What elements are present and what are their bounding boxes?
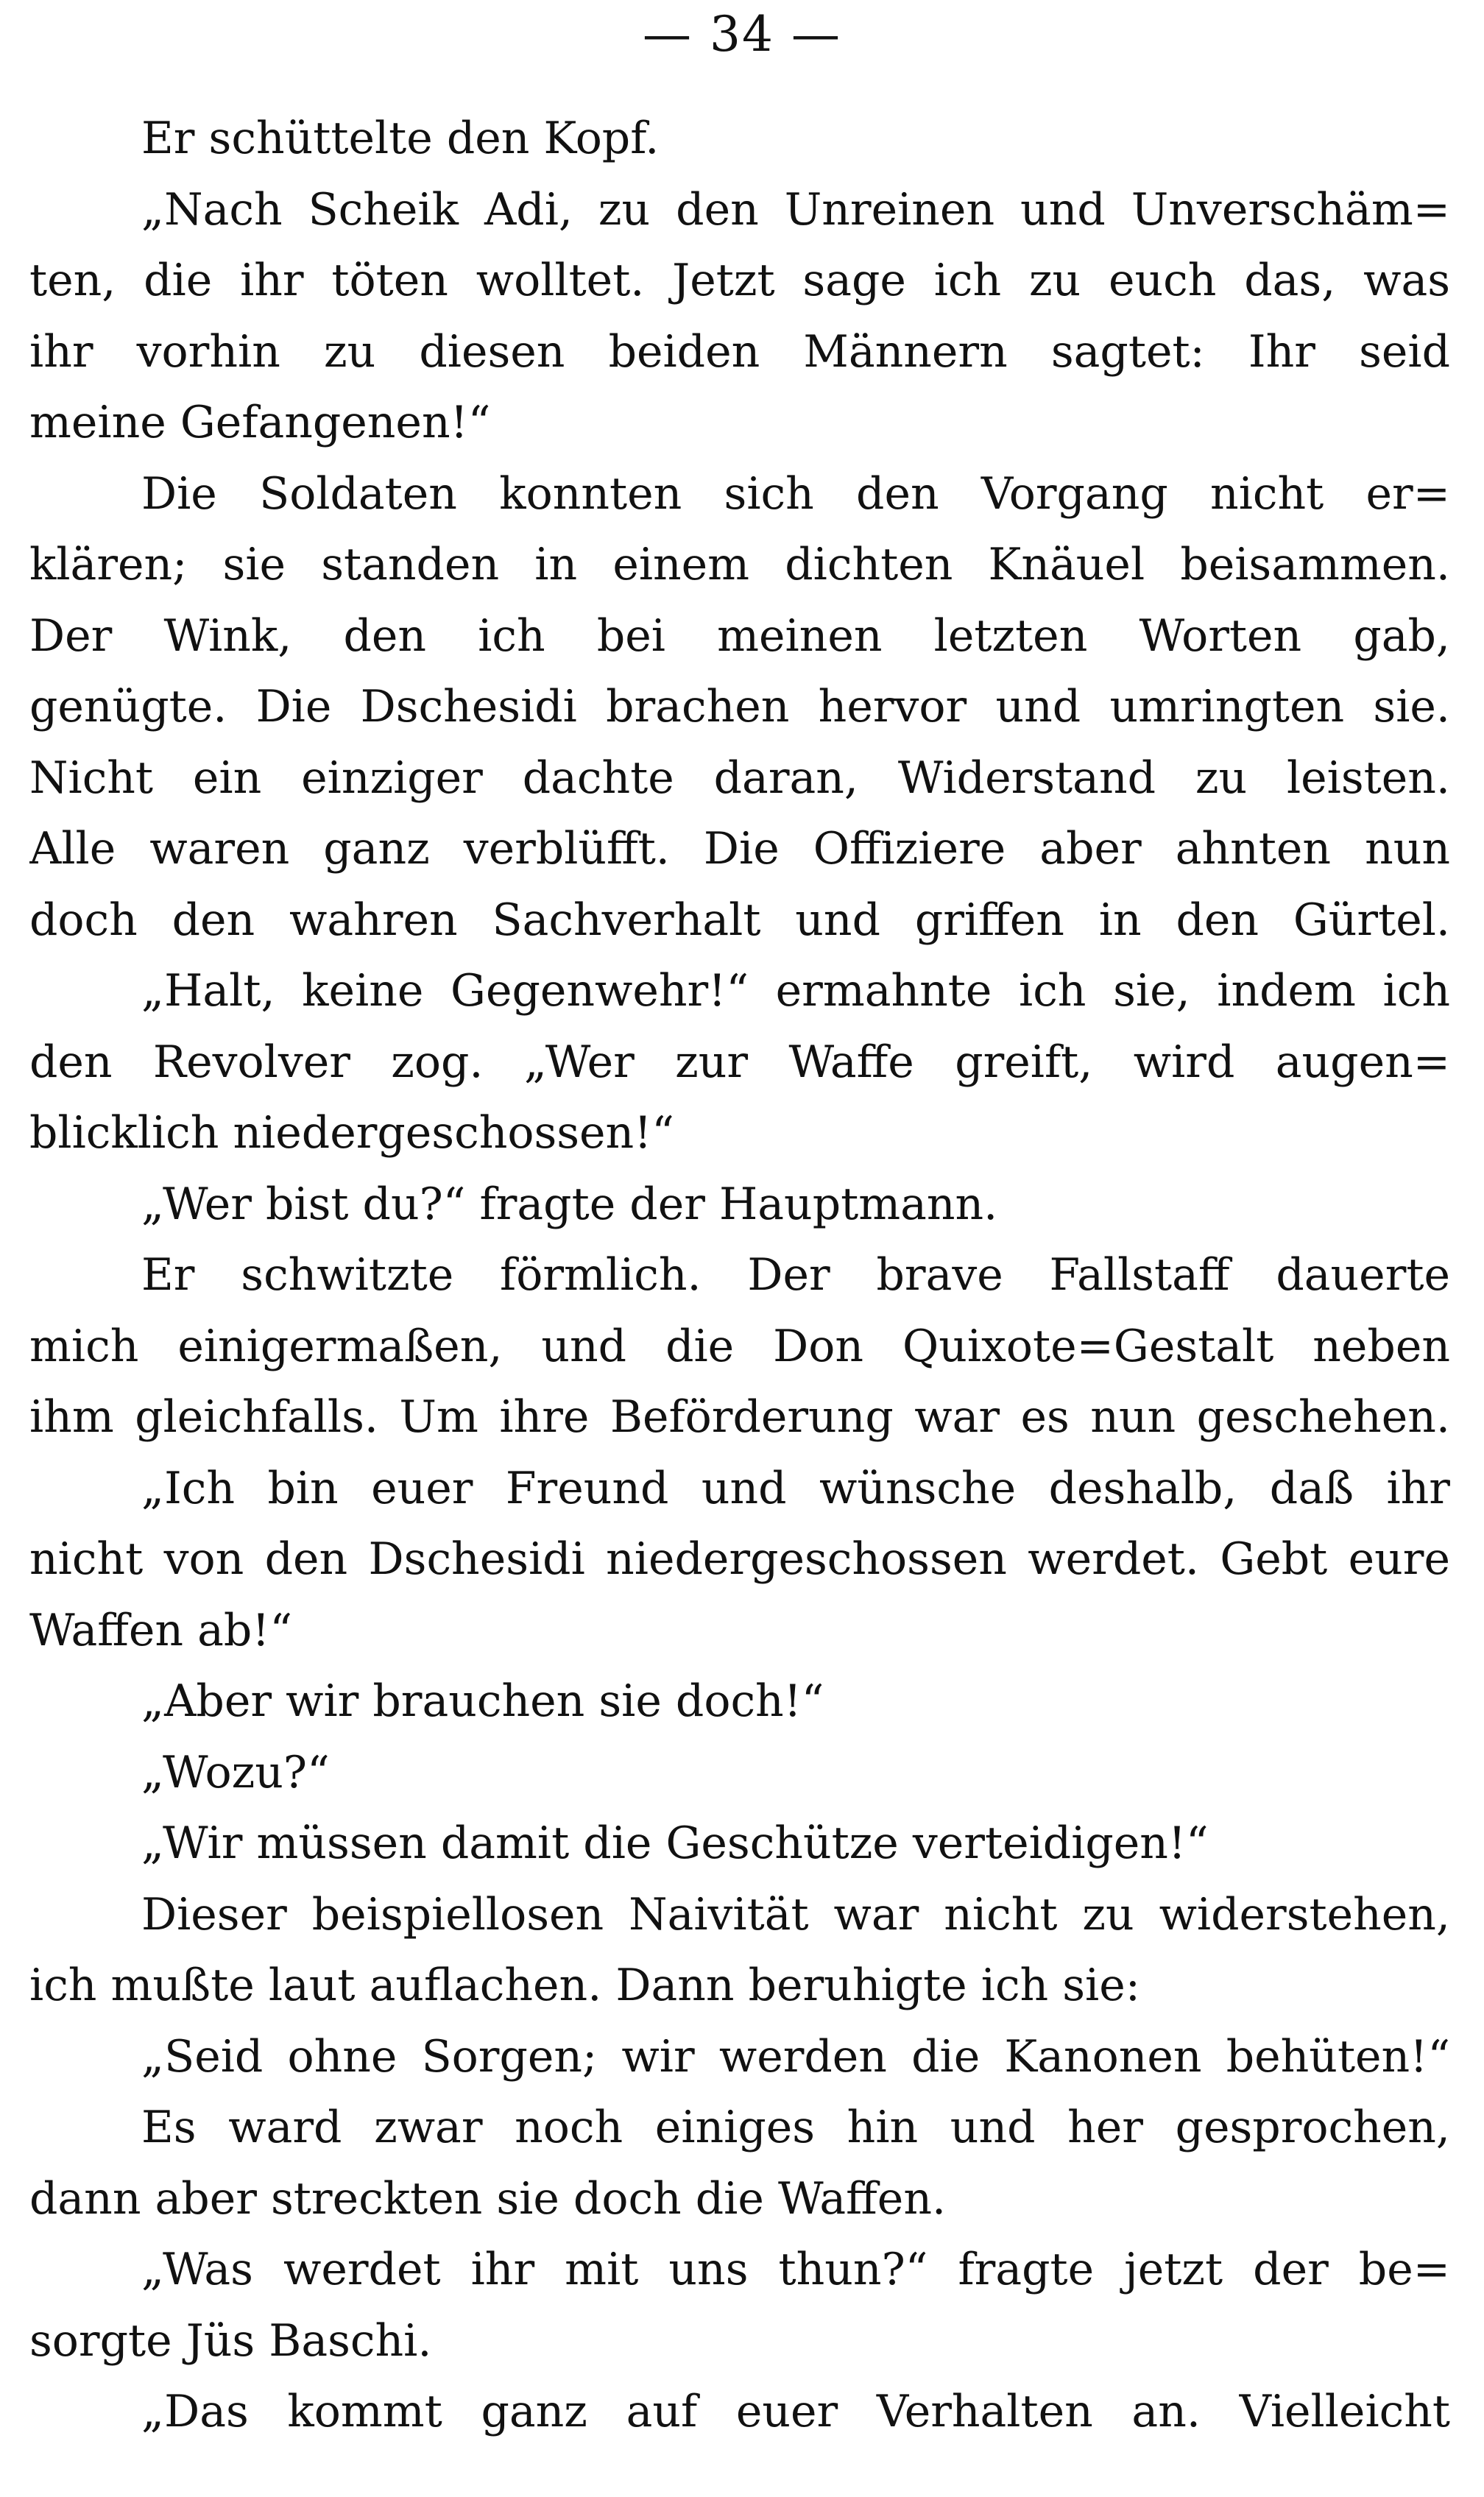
text-line: sorgte Jüs Baschi.: [29, 2314, 432, 2367]
text-line: ihr vorhin zu diesen beiden Männern sagtet: Ihr seid: [29, 325, 1450, 378]
text-line: Dieser beispiellosen Naivität war nicht zu widerstehen,: [141, 1888, 1450, 1940]
text-line: Der Wink, den ich bei meinen letzten Worten gab,: [29, 610, 1450, 662]
text-line: Alle waren ganz verblüfft. Die Offiziere aber ahnten nun: [29, 823, 1450, 875]
text-line: dann aber streckten sie doch die Waffen.: [29, 2172, 947, 2225]
text-line: ich mußte laut auflachen. Dann beruhigte ich sie:: [29, 1960, 1140, 2011]
text-line: ihm gleichfalls. Um ihre Beförderung war es nun geschehen.: [29, 1391, 1450, 1443]
text-line: ten, die ihr töten wolltet. Jetzt sage ich zu euch das, was: [29, 255, 1450, 306]
text-line: „Was werdet ihr mit uns thun?“ fragte jetzt der be=: [141, 2244, 1450, 2295]
text-line: Die Soldaten konnten sich den Vorgang nicht er=: [141, 467, 1450, 520]
text-line: Er schüttelte den Kopf.: [141, 113, 660, 164]
text-line: „Ich bin euer Freund und wünsche deshalb, daß ihr: [141, 1462, 1450, 1514]
text-line: Waffen ab!“: [29, 1604, 293, 1656]
text-line: Er schwitzte förmlich. Der brave Fallstaff dauerte: [141, 1249, 1450, 1301]
text-line: den Revolver zog. „Wer zur Waffe greift, wird augen=: [29, 1036, 1450, 1088]
text-line: „Halt, keine Gegenwehr!“ ermahnte ich sie, indem ich: [141, 965, 1450, 1017]
text-line: Es ward zwar noch einiges hin und her gesprochen,: [141, 2102, 1450, 2153]
page-number: — 34 —: [643, 6, 841, 63]
text-line: klären; sie standen in einem dichten Knäuel beisammen.: [29, 539, 1450, 590]
text-line: blicklich niedergeschossen!“: [29, 1107, 674, 1159]
text-line: meine Gefangenen!“: [29, 397, 491, 448]
text-line: genügte. Die Dschesidi brachen hervor und umringten sie.: [29, 681, 1450, 732]
text-line: „Seid ohne Sorgen; wir werden die Kanonen behüten!“: [141, 2030, 1450, 2083]
body-text: [29, 103, 1450, 2448]
text-line: Nicht ein einziger dachte daran, Widerstand zu leisten.: [29, 752, 1450, 804]
text-line: „Aber wir brauchen sie doch!“: [141, 1675, 824, 1727]
text-line: „Wir müssen damit die Geschütze verteidigen!“: [141, 1818, 1209, 1869]
text-line: „Das kommt ganz auf euer Verhalten an. Vielleicht: [141, 2386, 1450, 2437]
text-line: nicht von den Dschesidi niedergeschossen werdet. Gebt eure: [29, 1533, 1450, 1585]
text-line: „Wozu?“: [141, 1746, 330, 1798]
text-line: doch den wahren Sachverhalt und griffen in den Gürtel.: [29, 894, 1450, 946]
text-line: mich einigermaßen, und die Don Quixote=Gestalt neben: [29, 1320, 1450, 1372]
text-line: „Wer bist du?“ fragte der Hauptmann.: [141, 1178, 998, 1230]
text-line: „Nach Scheik Adi, zu den Unreinen und Unverschäm=: [141, 183, 1450, 236]
